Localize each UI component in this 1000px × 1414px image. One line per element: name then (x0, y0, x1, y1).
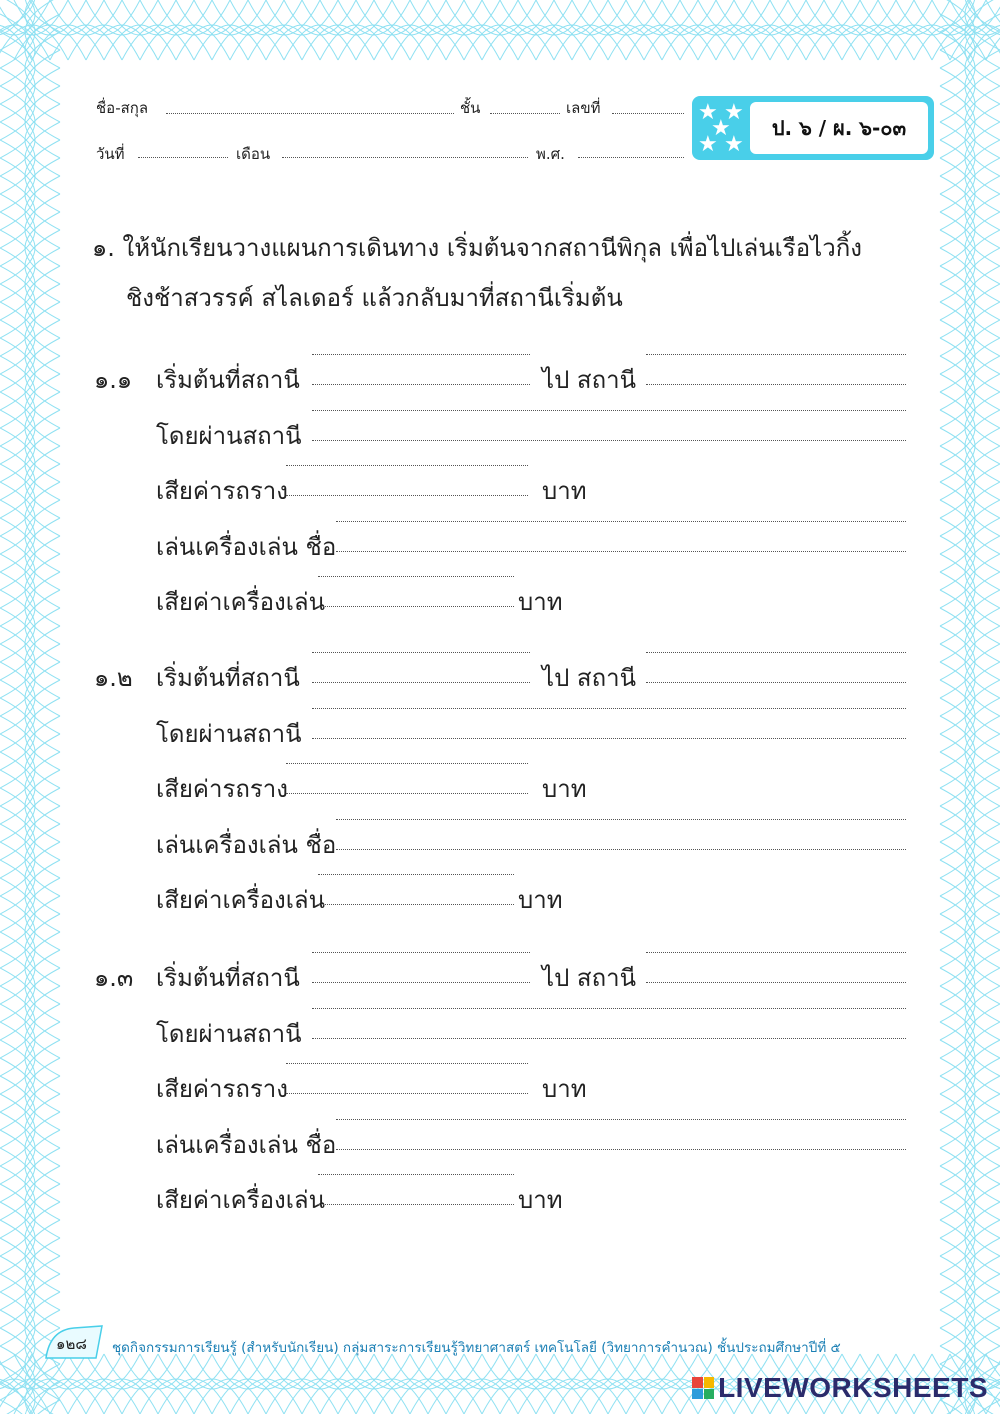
to-station-label: ไป สถานี (542, 664, 636, 692)
start-station-label: เริ่มต้นที่สถานี (156, 964, 300, 992)
number-field[interactable] (612, 113, 684, 114)
star-icon: ★ (724, 100, 744, 125)
baht-label: บาท (518, 1186, 563, 1214)
via-station-label: โดยผ่านสถานี (156, 719, 302, 748)
start-station-label: เริ่มต้นที่สถานี (156, 664, 300, 692)
section-number: ๑.๑ (94, 366, 133, 394)
section-number: ๑.๒ (94, 664, 133, 692)
year-field[interactable] (578, 157, 684, 158)
start-station-field[interactable] (312, 982, 530, 983)
day-label: วันที่ (96, 145, 125, 163)
tram-fare-label: เสียค่ารถราง (156, 477, 288, 505)
worksheet-code: ป. ๖ / ผ. ๖-๐๓ (750, 102, 928, 154)
question-line-2: ชิงช้าสวรรค์ สไลเดอร์ แล้วกลับมาที่สถานีเริ่มต้น (126, 284, 623, 312)
tram-fare-label: เสียค่ารถราง (156, 1075, 288, 1103)
logo-text: LIVEWORKSHEETS (718, 1372, 988, 1403)
start-station-field-top (312, 652, 530, 653)
tram-fare-field-top (286, 1063, 528, 1064)
tram-fare-field[interactable] (286, 1093, 528, 1094)
start-station-field[interactable] (312, 384, 530, 385)
number-label: เลขที่ (566, 99, 601, 117)
tram-fare-field-top (286, 465, 528, 466)
via-station-label: โดยผ่านสถานี (156, 421, 302, 450)
via-station-field-top (312, 1008, 906, 1009)
ride-fee-field-top (318, 576, 514, 577)
logo-icon (692, 1377, 714, 1399)
ride-fee-field[interactable] (318, 904, 514, 905)
question-line-1: ๑. ให้นักเรียนวางแผนการเดินทาง เริ่มต้นจากสถานีพิกุล เพื่อไปเล่นเรือไวกิ้ง (92, 234, 862, 262)
ride-name-label: เล่นเครื่องเล่น ชื่อ (156, 1130, 337, 1159)
to-station-field-top (646, 652, 906, 653)
star-icon: ★ (698, 100, 718, 125)
to-station-label: ไป สถานี (542, 366, 636, 394)
via-station-field[interactable] (312, 738, 906, 739)
baht-label: บาท (542, 477, 587, 505)
via-station-field-top (312, 708, 906, 709)
start-station-label: เริ่มต้นที่สถานี (156, 366, 300, 394)
month-label: เดือน (236, 145, 271, 163)
footer-text: ชุดกิจกรรมการเรียนรู้ (สำหรับนักเรียน) กลุ่มสาระการเรียนรู้วิทยาศาสตร์ เทคโนโลยี (วิทยาการคำนวณ) ชั้นประถมศึกษาปีที่ ๕ (112, 1340, 841, 1356)
ride-fee-label: เสียค่าเครื่องเล่น (156, 588, 326, 616)
month-field[interactable] (282, 157, 528, 158)
to-station-field[interactable] (646, 384, 906, 385)
ride-fee-field[interactable] (318, 606, 514, 607)
to-station-label: ไป สถานี (542, 964, 636, 992)
to-station-field[interactable] (646, 682, 906, 683)
name-field[interactable] (166, 113, 454, 114)
star-icon: ★ (698, 132, 718, 157)
ride-name-field-top (336, 1119, 906, 1120)
liveworksheets-logo[interactable] (692, 1372, 988, 1404)
page-number: ๑๒๘ (56, 1335, 87, 1353)
tram-fare-label: เสียค่ารถราง (156, 775, 288, 803)
year-label: พ.ศ. (536, 145, 565, 163)
ride-fee-label: เสียค่าเครื่องเล่น (156, 886, 326, 914)
ride-fee-field-top (318, 874, 514, 875)
ride-fee-field-top (318, 1174, 514, 1175)
class-field[interactable] (490, 113, 560, 114)
baht-label: บาท (518, 588, 563, 616)
ride-name-field[interactable] (336, 1149, 906, 1150)
start-station-field[interactable] (312, 682, 530, 683)
ride-name-label: เล่นเครื่องเล่น ชื่อ (156, 532, 337, 561)
worksheet-code-badge (692, 96, 934, 160)
start-station-field-top (312, 952, 530, 953)
to-station-field-top (646, 952, 906, 953)
ride-name-field[interactable] (336, 849, 906, 850)
star-icon: ★ (724, 132, 744, 157)
class-label: ชั้น (460, 99, 481, 117)
start-station-field-top (312, 354, 530, 355)
baht-label: บาท (542, 1075, 587, 1103)
ride-fee-label: เสียค่าเครื่องเล่น (156, 1186, 326, 1214)
tram-fare-field[interactable] (286, 495, 528, 496)
tram-fare-field[interactable] (286, 793, 528, 794)
section-number: ๑.๓ (94, 964, 134, 992)
day-field[interactable] (138, 157, 228, 158)
ride-name-label: เล่นเครื่องเล่น ชื่อ (156, 830, 337, 859)
baht-label: บาท (542, 775, 587, 803)
baht-label: บาท (518, 886, 563, 914)
ride-name-field[interactable] (336, 551, 906, 552)
name-label: ชื่อ-สกุล (96, 99, 149, 117)
via-station-field-top (312, 410, 906, 411)
star-icon: ★ (711, 116, 731, 141)
to-station-field[interactable] (646, 982, 906, 983)
ride-name-field-top (336, 819, 906, 820)
via-station-label: โดยผ่านสถานี (156, 1019, 302, 1048)
tram-fare-field-top (286, 763, 528, 764)
ride-fee-field[interactable] (318, 1204, 514, 1205)
to-station-field-top (646, 354, 906, 355)
via-station-field[interactable] (312, 440, 906, 441)
via-station-field[interactable] (312, 1038, 906, 1039)
ride-name-field-top (336, 521, 906, 522)
